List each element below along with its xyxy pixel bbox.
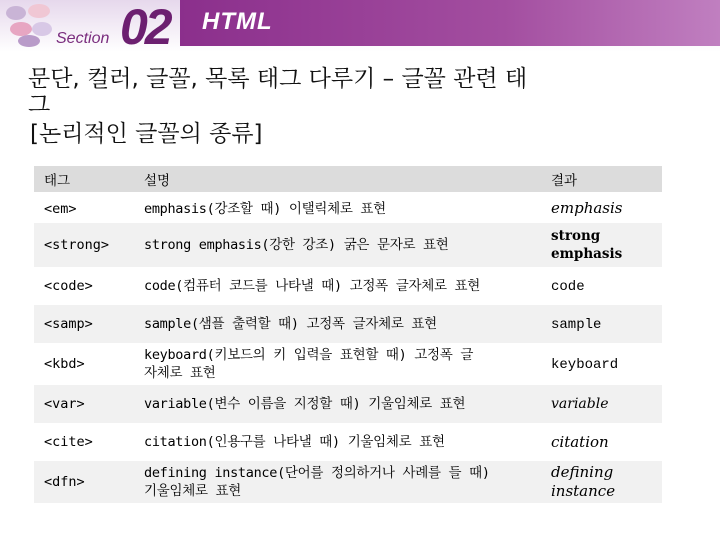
description-cell (134, 305, 541, 343)
table-row (34, 223, 662, 267)
tag-cell: <strong> (34, 223, 134, 267)
description-cell (134, 385, 541, 423)
description-cell (134, 223, 541, 267)
chapter-title: HTML (202, 8, 273, 35)
tag-cell: <dfn> (34, 461, 134, 503)
column-header-tag: 태그 (34, 166, 134, 193)
macaron-logo (4, 2, 56, 48)
description-line: emphasis(강조할 때) 이탤릭체로 표현 (144, 200, 386, 217)
result-sample-line2: instance (551, 482, 616, 500)
result-sample-line2: emphasis (551, 246, 623, 262)
result-sample: strong (551, 228, 601, 244)
table-row (34, 461, 662, 503)
description-line: citation(인용구를 나타낼 때) 기울임체로 표현 (144, 434, 445, 450)
slide-title-line2: 그 (28, 92, 51, 118)
description-line2: 기울임체로 표현 (144, 483, 242, 499)
result-sample: defining (551, 463, 614, 481)
section-label: Section (56, 30, 110, 47)
description-cell (134, 461, 541, 503)
description-line: sample(샘플 출력할 때) 고정폭 글자체로 표현 (144, 316, 437, 332)
result-cell (541, 461, 662, 503)
table-row (34, 343, 662, 385)
tag-cell: <kbd> (34, 343, 134, 385)
tag-cell: <var> (34, 385, 134, 423)
result-cell (541, 423, 662, 461)
result-cell (541, 385, 662, 423)
table-row (34, 305, 662, 343)
result-sample: citation (551, 432, 609, 451)
tag-cell: <cite> (34, 423, 134, 461)
description-cell (134, 267, 541, 305)
result-sample: emphasis (551, 199, 623, 217)
description-cell (134, 193, 541, 223)
description-line: variable(변수 이름을 지정할 때) 기울임체로 표현 (144, 396, 466, 412)
table-row (34, 193, 662, 223)
description-line: strong emphasis(강한 강조) 굵은 문자로 표현 (144, 237, 449, 253)
result-cell (541, 343, 662, 385)
slide-title-line1: 문단, 컬러, 글꼴, 목록 태그 다루기 – 글꼴 관련 태 (28, 66, 528, 92)
result-sample: code (551, 278, 585, 295)
font-tags-table (34, 166, 662, 503)
table-row (34, 385, 662, 423)
column-header-description: 설명 (134, 166, 541, 193)
description-cell (134, 423, 541, 461)
result-sample: variable (551, 396, 609, 412)
table-header-row (34, 166, 662, 193)
description-cell (134, 343, 541, 385)
column-header-result: 결과 (541, 166, 662, 193)
result-cell (541, 193, 662, 223)
description-line: keyboard(키보드의 키 입력을 표현할 때) 고정폭 글 (144, 347, 474, 363)
tag-cell: <samp> (34, 305, 134, 343)
tag-cell: <em> (34, 193, 134, 223)
description-line2: 자체로 표현 (144, 365, 216, 381)
table-row (34, 423, 662, 461)
result-cell (541, 305, 662, 343)
section-number: 02 (120, 0, 170, 55)
description-line: defining instance(단어를 정의하거나 사례를 들 때) (144, 465, 490, 481)
result-cell (541, 223, 662, 267)
description-line: code(컴퓨터 코드를 나타낼 때) 고정폭 글자체로 표현 (144, 278, 481, 294)
tag-cell: <code> (34, 267, 134, 305)
result-sample: sample (551, 316, 602, 333)
table-row (34, 267, 662, 305)
slide-subtitle: [논리적인 글꼴의 종류] (30, 121, 263, 147)
result-cell (541, 267, 662, 305)
result-sample: keyboard (551, 356, 619, 373)
